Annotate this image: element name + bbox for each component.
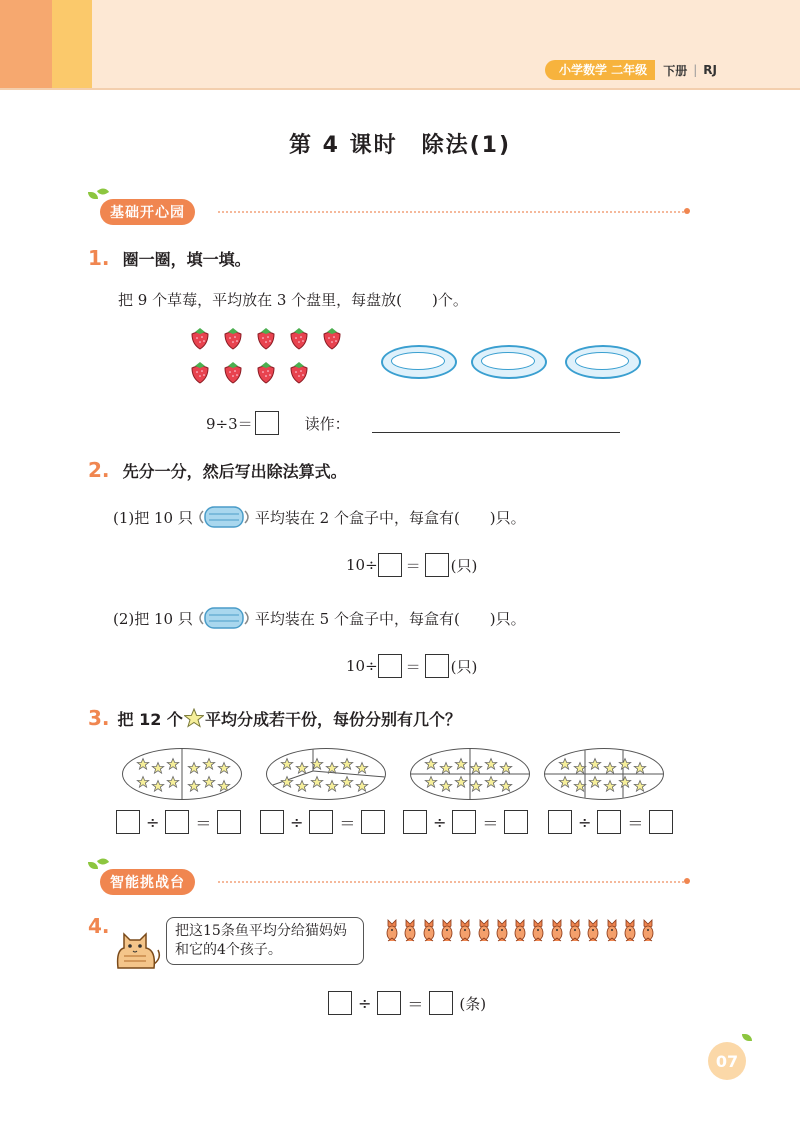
equals-sign: ＝ [627, 813, 644, 833]
fish-icon [402, 918, 418, 944]
mask-icon [195, 503, 253, 531]
star-icon [152, 763, 163, 774]
star-icon [425, 777, 436, 788]
q1-sentence: 把 9 个草莓，平均放在 3 个盘里，每盘放( )个。 [118, 291, 468, 309]
q4-equation [328, 991, 486, 1015]
plate-icon [565, 345, 641, 379]
star-icon [485, 777, 496, 788]
star-icon [604, 781, 615, 792]
star-icon [311, 777, 322, 788]
star-oval [122, 748, 242, 800]
star-icon [341, 777, 352, 788]
answer-box[interactable] [361, 810, 385, 834]
equals-sign: ＝ [339, 813, 356, 833]
section-divider [218, 211, 684, 213]
q2-part2-text-b: 平均装在 5 个盒子中，每盒有( )只。 [254, 609, 526, 628]
star-icon [589, 777, 600, 788]
divide-sign: ÷ [290, 812, 304, 832]
star-icon [634, 781, 645, 792]
star-icon [356, 763, 367, 774]
fish-icon [567, 918, 583, 944]
header-stripe-yellow [52, 0, 92, 90]
star-icon [188, 781, 199, 792]
q3-heading [88, 706, 461, 730]
star-icon [470, 781, 481, 792]
star-icon [167, 759, 178, 770]
q2-part1-text-b: 平均装在 2 个盒子中，每盒有( )只。 [254, 508, 526, 527]
equals-sign: ＝ [195, 813, 212, 833]
strawberry-icon [287, 360, 311, 384]
star-oval-drawing [411, 749, 529, 799]
star-icon [203, 759, 214, 770]
star-icon [500, 781, 511, 792]
q3-number: 3. [88, 706, 110, 730]
star-icon [589, 759, 600, 770]
q1-heading [88, 246, 251, 270]
unit-label: (条) [459, 994, 487, 1013]
fish-icon [494, 918, 510, 944]
answer-box[interactable] [378, 553, 402, 577]
star-icon [604, 763, 615, 774]
answer-box[interactable] [452, 810, 476, 834]
edition-label: RJ [703, 63, 717, 77]
fish-icon [457, 918, 473, 944]
star-icon [559, 759, 570, 770]
plate-icon [381, 345, 457, 379]
star-icon [218, 763, 229, 774]
star-icon [425, 759, 436, 770]
separator: | [693, 63, 698, 77]
strawberry-icon [221, 360, 245, 384]
answer-box[interactable] [328, 991, 352, 1015]
fish-icon [604, 918, 620, 944]
star-oval [410, 748, 530, 800]
star-icon [184, 708, 204, 728]
fish-icon [585, 918, 601, 944]
strawberry-icon [320, 326, 344, 350]
equals-sign: ＝ [405, 556, 421, 575]
page-number: 07 [715, 1051, 739, 1071]
unit-label: (只) [450, 556, 478, 575]
q2-part2-equation [346, 654, 477, 678]
star-icon [296, 763, 307, 774]
leaf-icon [88, 192, 98, 199]
section-divider-end [684, 878, 690, 884]
star-icon [326, 763, 337, 774]
star-icon [152, 781, 163, 792]
q3-equation-4 [548, 810, 673, 834]
q3-equation-1 [116, 810, 241, 834]
strawberry-icon [188, 360, 212, 384]
star-icon [455, 759, 466, 770]
fish-icon [622, 918, 638, 944]
star-icon [470, 763, 481, 774]
q1-prompt: 圈一圈，填一填。 [122, 250, 251, 269]
equation-prefix: 10÷ [346, 556, 378, 574]
answer-box[interactable] [165, 810, 189, 834]
star-icon [188, 763, 199, 774]
strawberry-icon [287, 326, 311, 350]
star-icon [619, 777, 630, 788]
page-number-badge [708, 1042, 746, 1080]
q3-prompt-a: 把 12 个 [117, 709, 183, 729]
strawberry-group [188, 326, 358, 390]
cat-icon [110, 920, 162, 972]
section-challenge [100, 868, 195, 896]
divide-sign: ÷ [433, 812, 447, 832]
section-basic [100, 198, 195, 226]
fish-icon [530, 918, 546, 944]
q1-equation: 9÷3＝ [206, 414, 253, 433]
read-answer-line[interactable] [372, 432, 620, 433]
answer-box[interactable] [260, 810, 284, 834]
star-icon [296, 781, 307, 792]
star-icon [559, 777, 570, 788]
speech-bubble [166, 917, 364, 965]
answer-box[interactable] [378, 654, 402, 678]
mask-icon [195, 604, 253, 632]
star-icon [485, 759, 496, 770]
q4-number: 4. [88, 914, 110, 938]
leaf-icon [88, 862, 98, 869]
answer-box[interactable] [425, 553, 449, 577]
q2-part1 [113, 503, 526, 531]
equals-sign: ＝ [405, 657, 421, 676]
answer-box[interactable] [429, 991, 453, 1015]
q2-part2-text-a: (2)把 10 只 [113, 609, 193, 628]
equals-sign: ＝ [482, 813, 499, 833]
star-oval-drawing [545, 749, 663, 799]
fish-icon [439, 918, 455, 944]
answer-box[interactable] [377, 991, 401, 1015]
star-icon [455, 777, 466, 788]
answer-box[interactable] [504, 810, 528, 834]
header-stripe-orange [0, 0, 52, 90]
q2-number: 2. [88, 458, 110, 482]
q2-part1-equation [346, 553, 477, 577]
speech-text: 把这15条鱼平均分给猫妈妈和它的4个孩子。 [175, 923, 347, 958]
book-info [545, 60, 717, 80]
q2-prompt: 先分一分，然后写出除法算式。 [122, 462, 347, 481]
fish-icon [476, 918, 492, 944]
strawberry-icon [254, 326, 278, 350]
answer-box[interactable] [425, 654, 449, 678]
star-icon [203, 777, 214, 788]
q3-equation-2 [260, 810, 385, 834]
star-icon [356, 781, 367, 792]
answer-box[interactable] [649, 810, 673, 834]
subject-label: 小学数学 二年级 [545, 60, 655, 80]
answer-box[interactable] [116, 810, 140, 834]
q1-equation-row [206, 411, 350, 435]
leaf-icon [97, 186, 109, 197]
star-icon [281, 759, 292, 770]
star-icon [341, 759, 352, 770]
volume-label: 下册 [663, 63, 688, 78]
fish-icon [549, 918, 565, 944]
star-icon [440, 781, 451, 792]
section-divider-end [684, 208, 690, 214]
leaf-icon [742, 1034, 752, 1041]
star-icon [218, 781, 229, 792]
fish-icon [640, 918, 656, 944]
q1-number: 1. [88, 246, 110, 270]
star-icon [440, 763, 451, 774]
strawberry-icon [221, 326, 245, 350]
section-basic-label: 基础开心园 [100, 199, 195, 225]
read-label: 读作： [304, 414, 350, 433]
star-icon [167, 777, 178, 788]
star-icon [137, 759, 148, 770]
leaf-icon [97, 856, 109, 867]
star-icon [634, 763, 645, 774]
q2-heading [88, 458, 347, 482]
star-icon [281, 777, 292, 788]
fish-icon [384, 918, 400, 944]
q3-prompt-b: 平均分成若干份，每份分别有几个？ [204, 709, 461, 729]
q2-part1-text-a: (1)把 10 只 [113, 508, 193, 527]
header-divider [0, 88, 800, 90]
star-oval-drawing [123, 749, 241, 799]
equals-sign: ＝ [407, 994, 424, 1014]
divide-sign: ÷ [578, 812, 592, 832]
star-oval [266, 748, 386, 800]
divide-sign: ÷ [358, 993, 372, 1013]
answer-box[interactable] [403, 810, 427, 834]
star-icon [500, 763, 511, 774]
q3-equation-3 [403, 810, 528, 834]
strawberry-icon [188, 326, 212, 350]
star-oval-drawing [267, 749, 385, 799]
fish-icon [512, 918, 528, 944]
section-challenge-label: 智能挑战台 [100, 869, 195, 895]
star-oval [544, 748, 664, 800]
q2-part2 [113, 604, 526, 632]
answer-box[interactable] [309, 810, 333, 834]
equation-prefix: 10÷ [346, 657, 378, 675]
star-icon [326, 781, 337, 792]
plate-icon [471, 345, 547, 379]
star-icon [574, 781, 585, 792]
answer-box[interactable] [597, 810, 621, 834]
fish-icon [421, 918, 437, 944]
divide-sign: ÷ [146, 812, 160, 832]
answer-box[interactable] [217, 810, 241, 834]
star-icon [574, 763, 585, 774]
star-icon [137, 777, 148, 788]
unit-label: (只) [450, 657, 478, 676]
section-divider [218, 881, 684, 883]
star-icon [619, 759, 630, 770]
lesson-title: 第 4 课时 除法(1) [288, 133, 512, 158]
strawberry-icon [254, 360, 278, 384]
answer-box[interactable] [548, 810, 572, 834]
answer-box[interactable] [255, 411, 279, 435]
